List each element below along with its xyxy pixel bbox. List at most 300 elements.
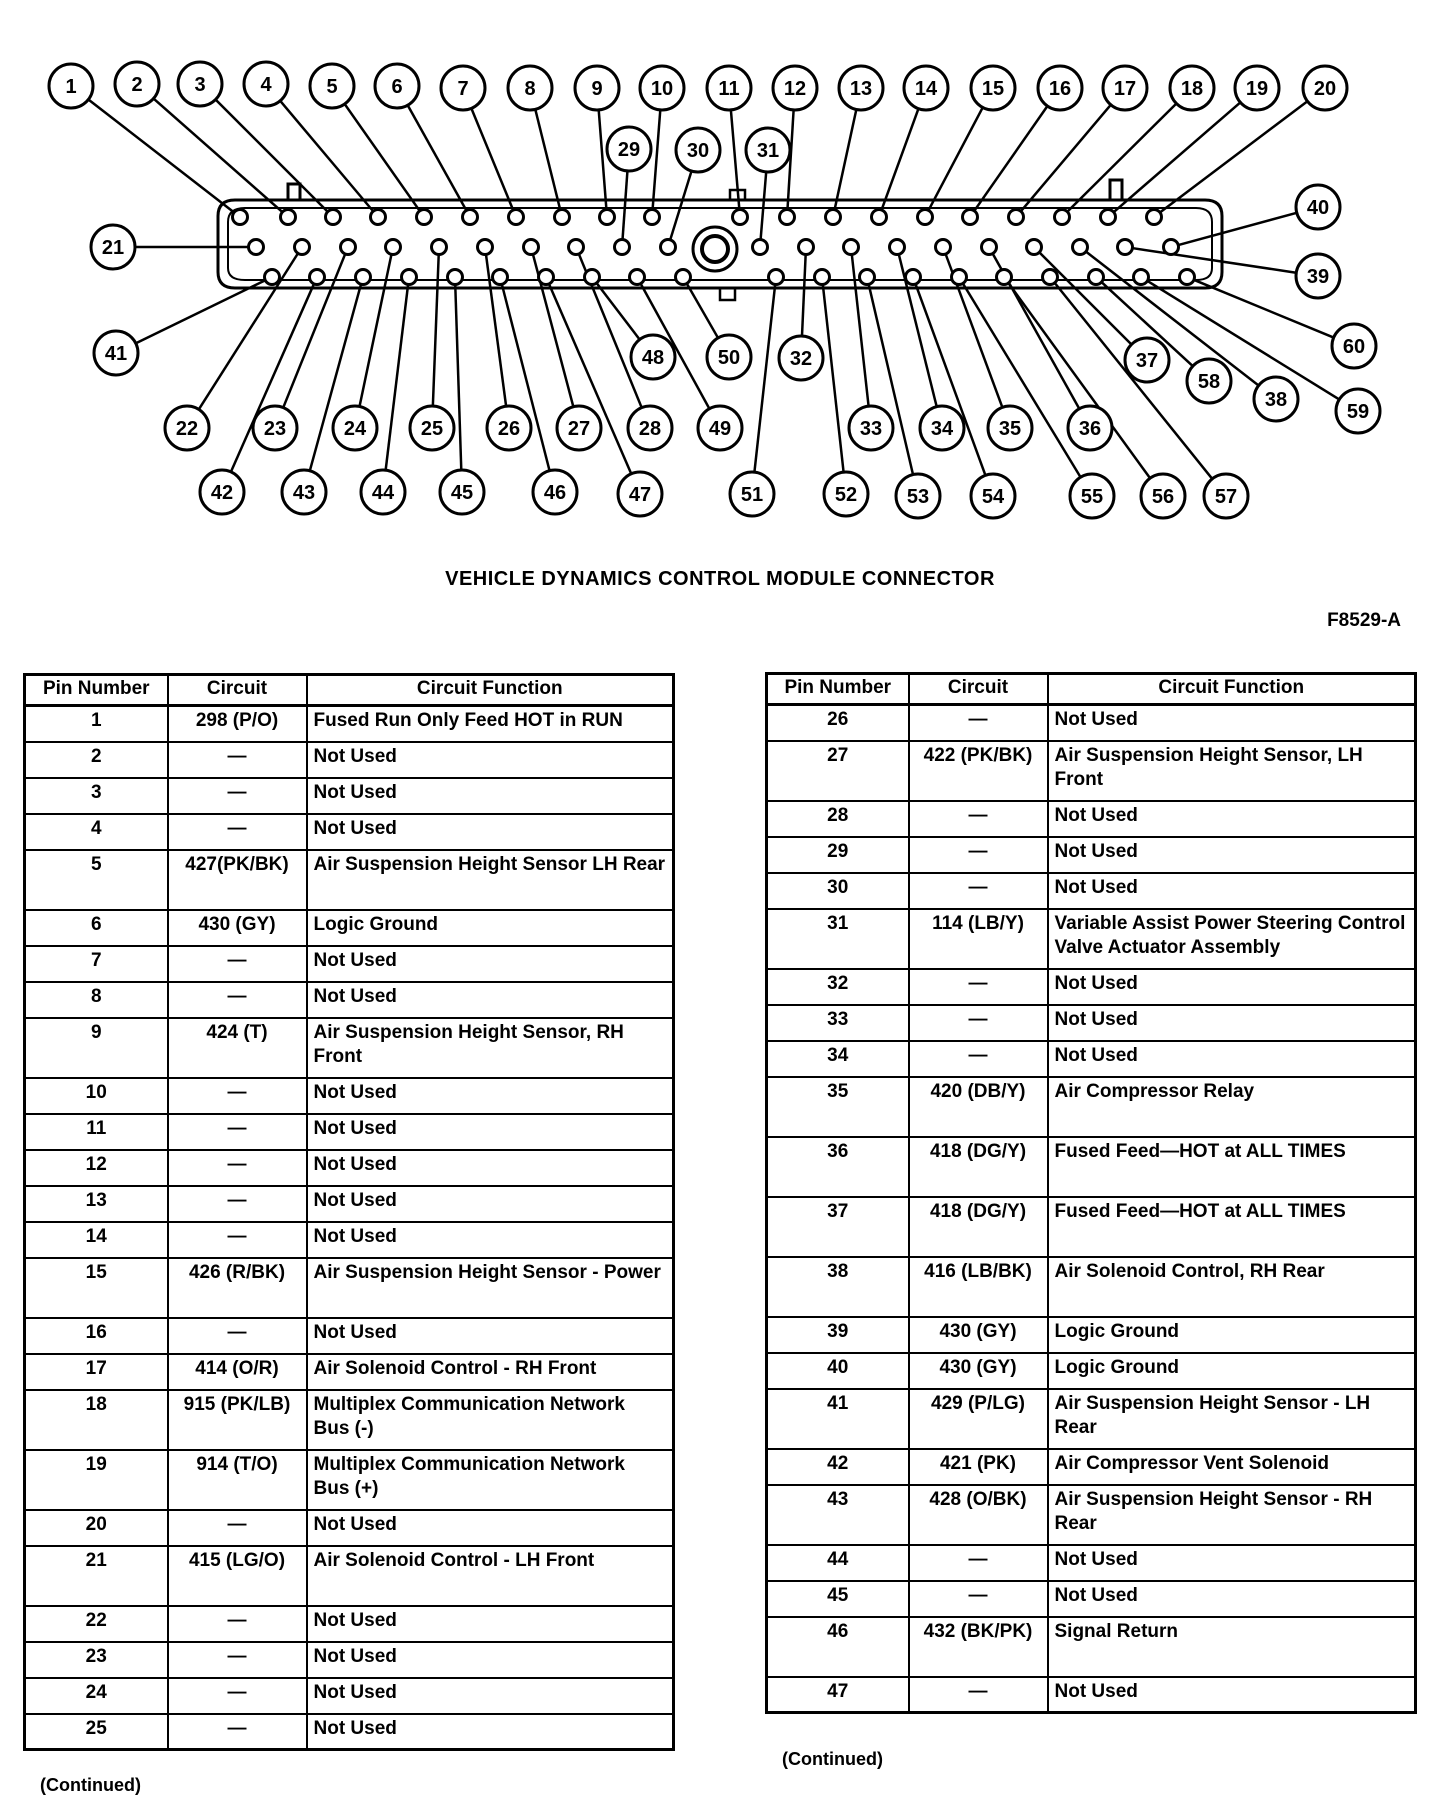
pin-number-cell: 45	[767, 1581, 909, 1617]
pin-41	[265, 270, 280, 285]
pin-17	[1009, 210, 1024, 225]
pin-40	[1164, 240, 1179, 255]
pin-callout-label-19: 19	[1245, 78, 1269, 100]
circuit-cell: —	[909, 801, 1048, 837]
table-row	[767, 1077, 1416, 1137]
pin-number-cell: 24	[25, 1678, 168, 1714]
circuit-function-cell: Air Suspension Height Sensor, LH Front	[1048, 741, 1416, 801]
pin-5	[417, 210, 432, 225]
pin-callout-label-12: 12	[783, 78, 807, 100]
table-row	[25, 1354, 674, 1390]
pin-26	[478, 240, 493, 255]
pin-callout-label-43: 43	[292, 482, 316, 504]
leader-line	[216, 100, 327, 211]
leader-line	[802, 255, 806, 335]
circuit-function-cell: Not Used	[1048, 1041, 1416, 1077]
pin-number-cell: 3	[25, 778, 168, 814]
pin-callout-label-30: 30	[686, 140, 710, 162]
circuit-cell: —	[909, 1677, 1048, 1713]
header-pin-number: Pin Number	[25, 675, 168, 706]
table-row	[767, 1041, 1416, 1077]
pin-number-cell: 42	[767, 1449, 909, 1485]
header-circuit: Circuit	[168, 675, 307, 706]
circuit-cell: —	[909, 705, 1048, 741]
header-pin-number: Pin Number	[767, 674, 909, 705]
table-row	[25, 910, 674, 946]
pin-callout-label-53: 53	[906, 486, 930, 508]
pin-15	[918, 210, 933, 225]
pin-callout-label-40: 40	[1306, 197, 1330, 219]
circuit-function-cell: Not Used	[307, 778, 674, 814]
pin-callout-label-8: 8	[524, 78, 536, 100]
pin-53	[860, 270, 875, 285]
pin-19	[1101, 210, 1116, 225]
pin-25	[432, 240, 447, 255]
pin-callout-label-18: 18	[1180, 78, 1204, 100]
circuit-function-cell: Multiplex Communication Network Bus (-)	[307, 1390, 674, 1450]
table-row	[25, 1186, 674, 1222]
leader-line	[599, 111, 607, 209]
table-row	[767, 1617, 1416, 1677]
pin-8	[555, 210, 570, 225]
pin-number-cell: 29	[767, 837, 909, 873]
leader-line	[154, 99, 282, 212]
pin-number-cell: 19	[25, 1450, 168, 1510]
pin-number-cell: 1	[25, 706, 168, 742]
circuit-cell: —	[168, 1078, 307, 1114]
circuit-function-cell: Air Solenoid Control - RH Front	[307, 1354, 674, 1390]
circuit-function-cell: Fused Feed—HOT at ALL TIMES	[1048, 1137, 1416, 1197]
pin-49	[630, 270, 645, 285]
pin-42	[310, 270, 325, 285]
leader-line	[929, 108, 983, 210]
circuit-cell: —	[168, 778, 307, 814]
pin-number-cell: 46	[767, 1617, 909, 1677]
pin-table-right	[765, 672, 1417, 1714]
pin-callout-label-31: 31	[756, 140, 780, 162]
pin-callout-label-20: 20	[1313, 78, 1337, 100]
circuit-function-cell: Not Used	[307, 1078, 674, 1114]
circuit-cell: 422 (PK/BK)	[909, 741, 1048, 801]
circuit-cell: 428 (O/BK)	[909, 1485, 1048, 1545]
circuit-cell: —	[909, 1545, 1048, 1581]
circuit-function-cell: Not Used	[307, 1222, 674, 1258]
circuit-function-cell: Not Used	[307, 1714, 674, 1750]
pin-7	[509, 210, 524, 225]
leader-line	[536, 110, 561, 209]
leader-line	[1114, 103, 1240, 212]
circuit-function-cell: Air Suspension Height Sensor - LH Rear	[1048, 1389, 1416, 1449]
pin-16	[963, 210, 978, 225]
leader-line	[455, 285, 461, 469]
table-row	[25, 1678, 674, 1714]
pin-36	[982, 240, 997, 255]
circuit-function-cell: Air Compressor Relay	[1048, 1077, 1416, 1137]
circuit-cell: —	[909, 969, 1048, 1005]
pin-callout-label-27: 27	[567, 418, 591, 440]
circuit-cell: 432 (BK/PK)	[909, 1617, 1048, 1677]
table-row	[767, 1257, 1416, 1317]
pin-54	[906, 270, 921, 285]
pin-4	[371, 210, 386, 225]
circuit-cell: 427(PK/BK)	[168, 850, 307, 910]
pin-13	[826, 210, 841, 225]
pin-number-cell: 5	[25, 850, 168, 910]
circuit-function-cell: Not Used	[307, 946, 674, 982]
table-row	[25, 742, 674, 778]
circuit-function-cell: Variable Assist Power Steering Control Valve Actuator Assembly	[1048, 909, 1416, 969]
circuit-function-cell: Not Used	[307, 1186, 674, 1222]
circuit-cell: —	[168, 814, 307, 850]
pin-callout-label-28: 28	[638, 418, 662, 440]
table-row	[767, 1449, 1416, 1485]
pin-callout-label-41: 41	[104, 343, 128, 365]
leader-line	[433, 255, 439, 405]
pin-number-cell: 34	[767, 1041, 909, 1077]
pin-callout-label-49: 49	[708, 418, 732, 440]
circuit-cell: —	[909, 1041, 1048, 1077]
pin-callout-label-35: 35	[998, 418, 1022, 440]
table-row	[767, 1317, 1416, 1353]
table-row	[767, 741, 1416, 801]
pin-1	[233, 210, 248, 225]
pin-callout-label-36: 36	[1078, 418, 1102, 440]
circuit-cell: —	[168, 1318, 307, 1354]
table-row	[25, 1114, 674, 1150]
pin-callout-label-55: 55	[1080, 486, 1104, 508]
leader-line	[687, 284, 718, 337]
pin-callout-label-34: 34	[930, 418, 954, 440]
pin-20	[1147, 210, 1162, 225]
pin-number-cell: 27	[767, 741, 909, 801]
circuit-function-cell: Not Used	[307, 1642, 674, 1678]
circuit-cell: —	[168, 1714, 307, 1750]
pin-30	[661, 240, 676, 255]
leader-line	[386, 285, 408, 469]
circuit-function-cell: Logic Ground	[307, 910, 674, 946]
table-row	[25, 1222, 674, 1258]
pin-callout-label-38: 38	[1264, 389, 1288, 411]
circuit-function-cell: Not Used	[1048, 969, 1416, 1005]
circuit-function-cell: Not Used	[1048, 1677, 1416, 1713]
leader-line	[835, 110, 856, 209]
table-row	[767, 873, 1416, 909]
leader-line	[472, 109, 513, 209]
pin-60	[1180, 270, 1195, 285]
leader-line	[1086, 252, 1258, 385]
table-row	[767, 1389, 1416, 1449]
figure-id: F8529-A	[1327, 610, 1401, 631]
circuit-cell: 114 (LB/Y)	[909, 909, 1048, 969]
circuit-cell: —	[168, 1510, 307, 1546]
connector-diagram	[0, 0, 1440, 560]
header-circuit-function: Circuit Function	[1048, 674, 1416, 705]
pin-48	[585, 270, 600, 285]
pin-3	[326, 210, 341, 225]
pin-callout-label-48: 48	[641, 347, 665, 369]
pin-callout-label-44: 44	[371, 482, 395, 504]
circuit-cell: —	[168, 742, 307, 778]
circuit-function-cell: Not Used	[307, 1114, 674, 1150]
table-row	[767, 1005, 1416, 1041]
pin-number-cell: 21	[25, 1546, 168, 1606]
pin-9	[600, 210, 615, 225]
pin-callout-label-57: 57	[1214, 486, 1238, 508]
pin-callout-label-11: 11	[718, 78, 740, 100]
circuit-cell: 421 (PK)	[909, 1449, 1048, 1485]
pin-callout-label-39: 39	[1306, 266, 1330, 288]
leader-line	[281, 102, 373, 211]
circuit-function-cell: Not Used	[307, 1318, 674, 1354]
pin-callout-label-22: 22	[175, 418, 199, 440]
pin-46	[493, 270, 508, 285]
circuit-cell: 415 (LG/O)	[168, 1546, 307, 1606]
pin-number-cell: 40	[767, 1353, 909, 1389]
pin-callout-label-33: 33	[859, 418, 883, 440]
table-row	[767, 1485, 1416, 1545]
pin-number-cell: 28	[767, 801, 909, 837]
pin-callout-label-29: 29	[617, 139, 641, 161]
pin-table-left	[23, 673, 675, 1751]
table-row	[767, 969, 1416, 1005]
pin-callout-label-52: 52	[834, 484, 858, 506]
pin-callout-label-32: 32	[789, 348, 813, 370]
pin-number-cell: 15	[25, 1258, 168, 1318]
leader-line	[408, 106, 466, 210]
pin-number-cell: 14	[25, 1222, 168, 1258]
pin-number-cell: 12	[25, 1150, 168, 1186]
circuit-function-cell: Not Used	[1048, 705, 1416, 741]
pin-12	[780, 210, 795, 225]
pin-number-cell: 25	[25, 1714, 168, 1750]
circuit-cell: 430 (GY)	[168, 910, 307, 946]
circuit-function-cell: Not Used	[307, 814, 674, 850]
table-row	[25, 814, 674, 850]
pin-callout-label-2: 2	[131, 74, 143, 96]
pin-number-cell: 23	[25, 1642, 168, 1678]
pin-callout-label-15: 15	[981, 78, 1005, 100]
table-row	[767, 837, 1416, 873]
circuit-function-cell: Not Used	[307, 742, 674, 778]
pin-callout-label-56: 56	[1151, 486, 1175, 508]
circuit-function-cell: Not Used	[307, 1678, 674, 1714]
circuit-cell: 418 (DG/Y)	[909, 1137, 1048, 1197]
pin-callout-label-24: 24	[343, 418, 367, 440]
pin-number-cell: 35	[767, 1077, 909, 1137]
pin-number-cell: 6	[25, 910, 168, 946]
pin-51	[769, 270, 784, 285]
pin-39	[1118, 240, 1133, 255]
leader-line	[623, 172, 628, 239]
pin-callout-label-59: 59	[1346, 401, 1370, 423]
circuit-function-cell: Fused Feed—HOT at ALL TIMES	[1048, 1197, 1416, 1257]
continued-note-left: (Continued)	[40, 1775, 141, 1795]
pin-18	[1055, 210, 1070, 225]
pin-callout-label-51: 51	[740, 484, 764, 506]
pin-number-cell: 10	[25, 1078, 168, 1114]
pin-callout-label-6: 6	[391, 76, 403, 98]
pin-56	[997, 270, 1012, 285]
circuit-function-cell: Not Used	[307, 1606, 674, 1642]
circuit-cell: 914 (T/O)	[168, 1450, 307, 1510]
circuit-cell: 414 (O/R)	[168, 1354, 307, 1390]
circuit-function-cell: Not Used	[307, 1150, 674, 1186]
circuit-function-cell: Logic Ground	[1048, 1317, 1416, 1353]
table-row	[25, 1714, 674, 1750]
pin-number-cell: 18	[25, 1390, 168, 1450]
table-row	[767, 909, 1416, 969]
circuit-function-cell: Air Solenoid Control - LH Front	[307, 1546, 674, 1606]
pin-callout-label-10: 10	[650, 78, 674, 100]
pin-31	[753, 240, 768, 255]
table-row	[25, 1450, 674, 1510]
leader-line	[1179, 213, 1296, 245]
circuit-cell: —	[168, 1186, 307, 1222]
pin-28	[569, 240, 584, 255]
circuit-cell: —	[168, 1678, 307, 1714]
pin-callout-label-9: 9	[591, 78, 603, 100]
circuit-cell: —	[909, 1005, 1048, 1041]
pin-number-cell: 7	[25, 946, 168, 982]
table-row	[25, 778, 674, 814]
circuit-cell: 429 (P/LG)	[909, 1389, 1048, 1449]
table-row	[25, 1078, 674, 1114]
pin-number-cell: 41	[767, 1389, 909, 1449]
pin-callout-label-3: 3	[194, 74, 206, 96]
pin-callout-label-13: 13	[849, 78, 873, 100]
circuit-cell: —	[168, 1222, 307, 1258]
circuit-function-cell: Air Suspension Height Sensor - RH Rear	[1048, 1485, 1416, 1545]
pin-number-cell: 8	[25, 982, 168, 1018]
circuit-cell: 430 (GY)	[909, 1317, 1048, 1353]
leader-line	[755, 285, 776, 471]
table-row	[25, 1390, 674, 1450]
table-row	[25, 1606, 674, 1642]
pin-50	[676, 270, 691, 285]
circuit-function-cell: Not Used	[1048, 1005, 1416, 1041]
table-row	[25, 946, 674, 982]
pin-59	[1134, 270, 1149, 285]
pin-callout-label-45: 45	[450, 482, 474, 504]
pin-24	[386, 240, 401, 255]
circuit-function-cell: Logic Ground	[1048, 1353, 1416, 1389]
pin-number-cell: 38	[767, 1257, 909, 1317]
table-row	[25, 1018, 674, 1078]
pin-callout-label-5: 5	[326, 76, 338, 98]
pin-number-cell: 17	[25, 1354, 168, 1390]
table-row	[25, 1510, 674, 1546]
leader-line	[882, 110, 918, 210]
circuit-cell: —	[909, 1581, 1048, 1617]
leader-line	[823, 285, 844, 471]
pin-callout-label-26: 26	[497, 418, 521, 440]
header-circuit: Circuit	[909, 674, 1048, 705]
leader-line	[345, 105, 419, 211]
pin-callout-label-17: 17	[1113, 78, 1137, 100]
circuit-cell: 416 (LB/BK)	[909, 1257, 1048, 1317]
pin-2	[281, 210, 296, 225]
leader-line	[1040, 253, 1131, 344]
pin-number-cell: 13	[25, 1186, 168, 1222]
circuit-cell: —	[168, 1114, 307, 1150]
continued-note-right: (Continued)	[782, 1749, 883, 1769]
pin-callout-label-54: 54	[981, 486, 1005, 508]
pin-callout-label-25: 25	[420, 418, 444, 440]
table-row	[25, 982, 674, 1018]
circuit-cell: 426 (R/BK)	[168, 1258, 307, 1318]
table-row	[767, 1545, 1416, 1581]
table-row	[767, 1353, 1416, 1389]
circuit-function-cell: Air Suspension Height Sensor - Power	[307, 1258, 674, 1318]
circuit-cell: 430 (GY)	[909, 1353, 1048, 1389]
pin-number-cell: 16	[25, 1318, 168, 1354]
pin-number-cell: 11	[25, 1114, 168, 1150]
pin-number-cell: 39	[767, 1317, 909, 1353]
pin-45	[448, 270, 463, 285]
pin-10	[645, 210, 660, 225]
pin-callout-label-58: 58	[1197, 371, 1221, 393]
circuit-cell: —	[168, 982, 307, 1018]
circuit-cell: 424 (T)	[168, 1018, 307, 1078]
leader-line	[1160, 102, 1306, 212]
pin-47	[539, 270, 554, 285]
pin-33	[844, 240, 859, 255]
pin-number-cell: 36	[767, 1137, 909, 1197]
pin-44	[402, 270, 417, 285]
table-row	[25, 706, 674, 742]
circuit-cell: 418 (DG/Y)	[909, 1197, 1048, 1257]
circuit-cell: 915 (PK/LB)	[168, 1390, 307, 1450]
table-row	[767, 801, 1416, 837]
table-row	[767, 1137, 1416, 1197]
pin-callout-label-4: 4	[260, 74, 272, 96]
circuit-function-cell: Air Suspension Height Sensor, RH Front	[307, 1018, 674, 1078]
pin-callout-label-47: 47	[628, 484, 652, 506]
leader-line	[731, 111, 739, 209]
circuit-cell: —	[909, 837, 1048, 873]
circuit-function-cell: Air Compressor Vent Solenoid	[1048, 1449, 1416, 1485]
circuit-function-cell: Not Used	[1048, 801, 1416, 837]
circuit-function-cell: Not Used	[1048, 873, 1416, 909]
circuit-function-cell: Not Used	[1048, 1581, 1416, 1617]
pin-callout-label-50: 50	[717, 347, 741, 369]
table-row	[767, 1581, 1416, 1617]
pin-callout-label-7: 7	[457, 78, 469, 100]
pin-35	[936, 240, 951, 255]
circuit-cell: —	[168, 1150, 307, 1186]
pin-57	[1043, 270, 1058, 285]
circuit-cell: —	[168, 946, 307, 982]
pin-32	[799, 240, 814, 255]
pin-55	[952, 270, 967, 285]
leader-line	[761, 173, 766, 239]
table-row	[25, 1642, 674, 1678]
table-row	[767, 1677, 1416, 1713]
circuit-function-cell: Not Used	[1048, 837, 1416, 873]
pin-number-cell: 20	[25, 1510, 168, 1546]
pin-43	[356, 270, 371, 285]
pin-number-cell: 2	[25, 742, 168, 778]
table-row	[25, 1150, 674, 1186]
pin-number-cell: 22	[25, 1606, 168, 1642]
pin-21	[249, 240, 264, 255]
circuit-function-cell: Not Used	[307, 982, 674, 1018]
circuit-cell: 420 (DB/Y)	[909, 1077, 1048, 1137]
leader-line	[1133, 248, 1295, 272]
pin-number-cell: 30	[767, 873, 909, 909]
pin-22	[295, 240, 310, 255]
circuit-cell: 298 (P/O)	[168, 706, 307, 742]
